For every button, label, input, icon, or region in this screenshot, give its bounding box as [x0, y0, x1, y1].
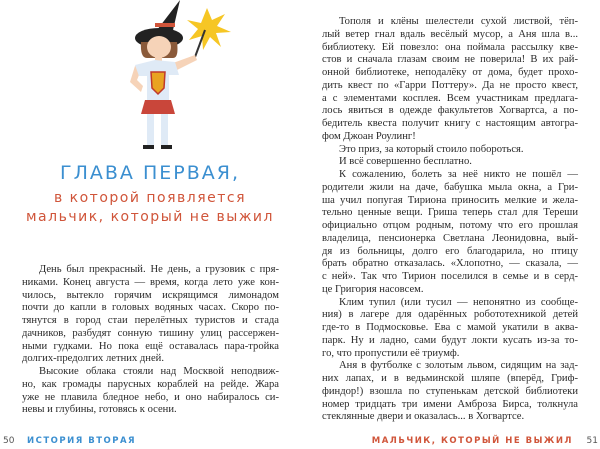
text-line: владелица, пенсионерка Светлана Леонидовна, вый- — [322, 232, 578, 244]
text-line: И всё совершенно бесплатно. — [339, 156, 472, 168]
text-line: Высокие облака стояли над Москвой неподвиж- — [39, 366, 279, 377]
chapter-number: ГЛАВА ПЕРВАЯ, — [60, 162, 240, 184]
chapter-subtitle: в которой появляется — [53, 190, 247, 206]
paragraph — [22, 366, 279, 417]
text-line: долгих-предолгих летних дней. — [22, 353, 164, 365]
text-line: дачников, разбудят сонную тишину улиц рассержен- — [22, 327, 279, 339]
text-line: лый ветер гнал вдаль весёлый мусор, а Аня шла в... — [322, 28, 578, 40]
text-line: ными гудками. Но пока ещё оставалась пара-тройка — [22, 340, 279, 352]
text-line: тельно ценные вещи. Гриша теперь стал для Тереши — [322, 207, 578, 219]
girl-witch-illustration — [95, 0, 255, 150]
text-line: Клим тупил (или тусил — непонятно из сообще- — [339, 296, 578, 308]
text-line: це Григория насовсем. — [322, 283, 424, 295]
text-line: где-то в Подмосковье. Ева с мамой укатили в аква- — [322, 322, 578, 333]
chapter-subtitle: мальчик, который не выжил — [26, 209, 274, 225]
right-page — [300, 0, 600, 449]
text-line: ния) в лагере для одарённых робототехникой детей — [322, 309, 578, 321]
page-number: 51 — [586, 436, 598, 446]
text-line: Это приз, за который стоило побороться. — [339, 143, 524, 155]
text-line: День был прекрасный. Не день, а грузовик с пря- — [39, 264, 279, 275]
text-line: невы и глубины, готовясь к осени. — [22, 404, 177, 416]
paragraph — [322, 16, 578, 144]
text-line: с ней». Так что Тирион поселился в семье и в серд- — [322, 271, 578, 282]
paragraph — [322, 169, 578, 297]
text-line: номер тридцать три имени Амброза Бирса, толкнула — [322, 398, 578, 410]
paragraph — [322, 360, 578, 424]
text-line: ша учил попугая Тириона приносить мелкие и жела- — [322, 194, 578, 206]
text-line: почти до капли в головых водяных часах. Скоро по- — [22, 302, 279, 314]
text-line: Тополя и клёны шелестели сухой листвой, тёп- — [339, 16, 578, 27]
paragraph — [322, 297, 578, 361]
running-head: ИСТОРИЯ ВТОРАЯ — [27, 436, 137, 446]
text-line: лось явиться в одежде факультетов Хогвартса, а по- — [322, 105, 578, 117]
running-head: МАЛЬЧИК, КОТОРЫЙ НЕ ВЫЖИЛ — [371, 436, 573, 446]
text-line: онной библиотеке, неподалёку от дома, будет прохо- — [322, 67, 578, 78]
paragraph — [22, 264, 279, 366]
body-text — [322, 16, 578, 424]
text-line: фом Джоан Роулинг! — [322, 130, 416, 142]
text-line: К сожалению, болеть за неё никто не пошёл — — [339, 169, 578, 180]
text-line: го, что пропустили её триумф. — [322, 347, 460, 359]
text-line: финдор!) взошла по ступенькам детской библиотеки — [322, 385, 578, 397]
text-line: дя из больницы, долго его благодарила, но птицу — [322, 245, 578, 257]
text-line: никами. Конец августа — время, когда лето уже кон- — [22, 276, 279, 288]
text-line: уже не плавила бледное небо, и оно набиралось си- — [22, 391, 279, 403]
text-line: родители жили на даче, бабушка мыла окна, а Гри- — [322, 181, 578, 193]
text-line: официально отцом родным, потому что его прошлая — [322, 220, 578, 231]
text-line: них лапах, и в ведьминской шляпе (вперёд, Гриф- — [322, 373, 578, 384]
paragraph — [322, 144, 578, 157]
text-line: а с элементами косплея. Всем участникам предлага- — [322, 92, 578, 104]
text-line: но, как громады парусных кораблей на рейде. Жара — [22, 378, 279, 390]
text-line: бедитель квеста получит книгу с настоящим автогра- — [322, 118, 578, 129]
text-line: чилось, вытекло горячим искрящимся лимонадом — [22, 289, 279, 301]
text-line: Аня в футболке с золотым львом, сидящим на зад- — [339, 360, 578, 372]
text-line: брать обратно отказалась. «Хлопотно, — сказала, — — [322, 258, 578, 270]
text-line: дить квест по «Гарри Поттеру». Да не просто квест, — [322, 79, 578, 91]
text-line: парк. Ну и ладно, сами будут локти кусать из-за то- — [322, 334, 578, 346]
text-line: стов и сначала глазам своим не поверила! В их рай- — [322, 54, 578, 66]
paragraph — [322, 156, 578, 169]
text-line: тянутся в город стаи перелётных туристов и стада — [22, 315, 279, 326]
body-text — [22, 264, 279, 417]
sparkler-icon — [187, 8, 231, 50]
page-number: 50 — [3, 436, 15, 446]
text-line: стеклянные двери и оказалась... в Хогвартсе. — [322, 411, 525, 423]
text-line: библиотеку. Ей повезло: она поймала рассылку кве- — [322, 41, 578, 53]
